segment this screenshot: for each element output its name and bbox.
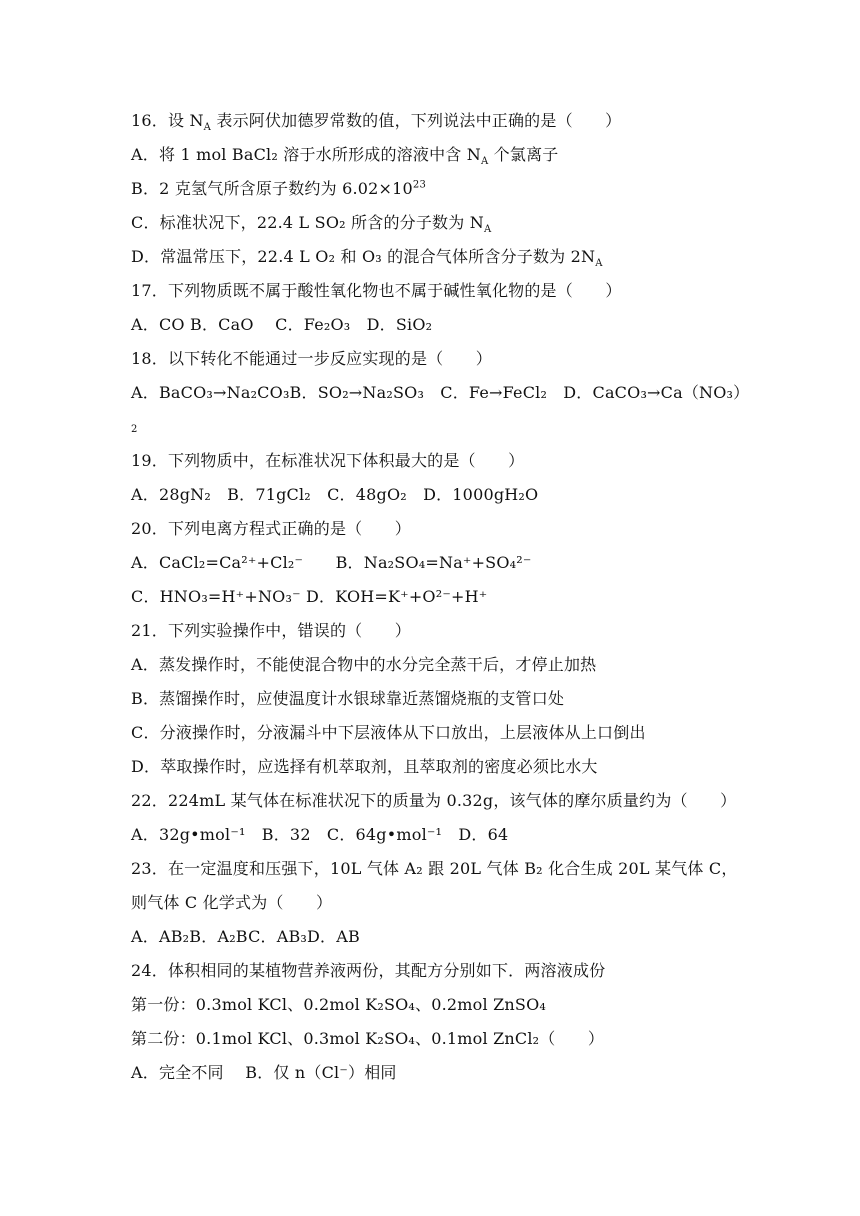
q17-options: A．CO B．CaO C．Fe₂O₃ D．SiO₂ [131, 315, 433, 334]
q16-option-b [131, 179, 426, 199]
q21-option-c: C．分液操作时，分液漏斗中下层液体从下口放出，上层液体从上口倒出 [131, 723, 646, 742]
q22-stem: 22．224mL 某气体在标准状况下的质量为 0.32g，该气体的摩尔质量约为（ ） [131, 791, 737, 810]
q16-a-sub: A [480, 156, 489, 168]
q16-a-tail: 个氯离子 [488, 145, 559, 164]
q21-option-d: D．萃取操作时，应选择有机萃取剂，且萃取剂的密度必须比水大 [131, 757, 598, 776]
q18-stem: 18．以下转化不能通过一步反应实现的是（ ） [131, 349, 492, 368]
q16-stem-sub: A [203, 122, 212, 134]
q21-option-b: B．蒸馏操作时，应使温度计水银球靠近蒸馏烧瓶的支管口处 [131, 689, 565, 708]
q16-c-sub: A [483, 224, 492, 236]
q23-stem-line2: 则气体 C 化学式为（ ） [131, 893, 333, 912]
q16-option-c [131, 213, 492, 236]
q17-stem: 17．下列物质既不属于酸性氧化物也不属于碱性氧化物的是（ ） [131, 281, 622, 300]
q16-stem-text: 16．设 N [131, 111, 204, 130]
q21-stem: 21．下列实验操作中，错误的（ ） [131, 621, 411, 640]
q20-options-row1: A．CaCl₂=Ca²⁺+Cl₂⁻ B．Na₂SO₄=Na⁺+SO₄²⁻ [131, 553, 532, 572]
q22-options: A．32g•mol⁻¹ B．32 C．64g•mol⁻¹ D．64 [131, 825, 509, 844]
q24-part2: 第二份：0.1mol KCl、0.3mol K₂SO₄、0.1mol ZnCl₂（ ） [131, 1029, 605, 1048]
q16-b-text: B．2 克氢气所含原子数约为 6.02×10 [131, 179, 413, 198]
q16-c-text: C．标准状况下，22.4 L SO₂ 所含的分子数为 N [131, 213, 484, 232]
q16-stem-tail: 表示阿伏加德罗常数的值，下列说法中正确的是（ ） [211, 111, 622, 130]
q16-option-a [131, 145, 559, 168]
q24-options: A．完全不同 B．仅 n（Cl⁻）相同 [131, 1063, 397, 1082]
q20-options-row2: C．HNO₃=H⁺+NO₃⁻ D．KOH=K⁺+O²⁻+H⁺ [131, 587, 488, 606]
q16-d-sub: A [595, 258, 603, 270]
q16-a-text: A．将 1 mol BaCl₂ 溶于水所形成的溶液中含 N [131, 145, 481, 164]
q16-d-text: D．常温常压下，22.4 L O₂ 和 O₃ 的混合气体所含分子数为 2N [131, 247, 596, 266]
q23-options: A．AB₂B．A₂BC．AB₃D．AB [131, 927, 360, 946]
q16-option-d [131, 247, 603, 270]
q16-stem [131, 111, 622, 134]
q19-options: A．28gN₂ B．71gCl₂ C．48gO₂ D．1000gH₂O [131, 485, 539, 504]
q18-options: A．BaCO₃→Na₂CO₃B．SO₂→Na₂SO₃ C．Fe→FeCl₂ D．CaCO₃→Ca（NO₃） [131, 383, 750, 402]
q24-part1: 第一份：0.3mol KCl、0.2mol K₂SO₄、0.2mol ZnSO₄ [131, 995, 547, 1014]
q21-option-a: A．蒸发操作时，不能使混合物中的水分完全蒸干后，才停止加热 [131, 655, 597, 674]
q18-wrap-subscript: 2 [131, 424, 138, 435]
q19-stem: 19．下列物质中，在标准状况下体积最大的是（ ） [131, 451, 525, 470]
q23-stem-line1: 23．在一定温度和压强下，10L 气体 A₂ 跟 20L 气体 B₂ 化合生成 20L 某气体 C， [131, 859, 738, 878]
q24-stem: 24．体积相同的某植物营养液两份，其配方分别如下．两溶液成份 [131, 961, 606, 980]
q16-b-sup: 23 [412, 179, 427, 191]
q20-stem: 20．下列电离方程式正确的是（ ） [131, 519, 411, 538]
